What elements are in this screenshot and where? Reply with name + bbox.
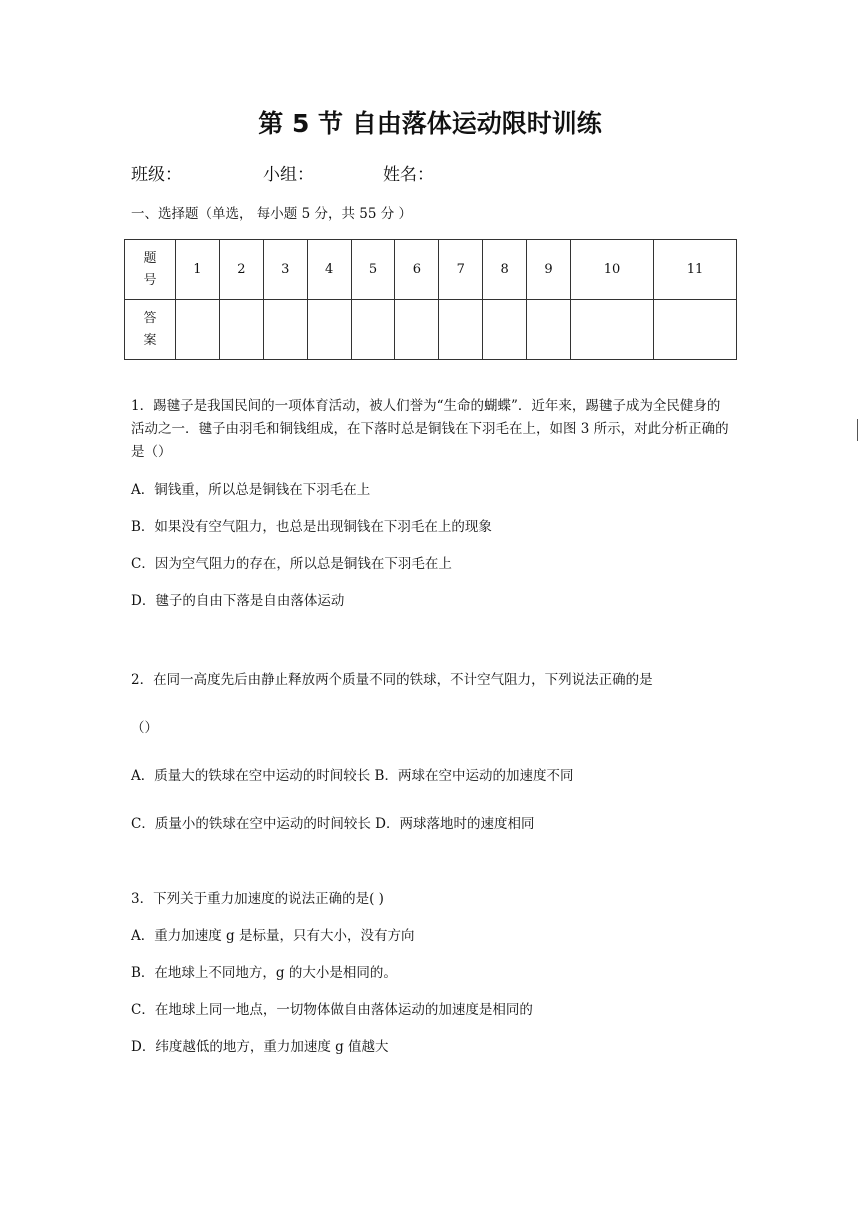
answer-cell[interactable]	[307, 300, 351, 360]
question-number-cell: 10	[571, 240, 654, 300]
page-title: 第 5 节 自由落体运动限时训练	[258, 109, 602, 138]
question-1-option-a: A．铜钱重，所以总是铜钱在下羽毛在上	[131, 482, 371, 498]
header-char: 答	[143, 310, 157, 326]
group-label: 小组：	[263, 165, 314, 185]
question-3-stem: 3．下列关于重力加速度的说法正确的是( )	[131, 891, 384, 907]
answer-cell[interactable]	[483, 300, 527, 360]
question-number-cell: 4	[307, 240, 351, 300]
question-3-option-b: B．在地球上不同地方，g 的大小是相同的。	[131, 965, 397, 981]
question-number-cell: 1	[176, 240, 220, 300]
question-3-option-c: C．在地球上同一地点，一切物体做自由落体运动的加速度是相同的	[131, 1002, 533, 1018]
answer-row	[125, 300, 737, 360]
answer-cell[interactable]	[527, 300, 571, 360]
answer-table	[124, 239, 737, 360]
question-2-options-cd: C．质量小的铁球在空中运动的时间较长 D．两球落地时的速度相同	[131, 816, 535, 832]
question-number-cell: 3	[263, 240, 307, 300]
question-3-option-d: D．纬度越低的地方，重力加速度 g 值越大	[131, 1039, 389, 1055]
question-number-row	[125, 240, 737, 300]
question-3-option-a: A．重力加速度 g 是标量，只有大小，没有方向	[131, 928, 415, 944]
question-number-cell: 7	[439, 240, 483, 300]
answer-cell[interactable]	[571, 300, 654, 360]
name-label: 姓名：	[383, 165, 434, 185]
answer-cell[interactable]	[351, 300, 395, 360]
answer-cell[interactable]	[395, 300, 439, 360]
question-number-cell: 8	[483, 240, 527, 300]
question-number-header	[125, 240, 176, 300]
question-number-cell: 11	[653, 240, 736, 300]
answer-cell[interactable]	[176, 300, 220, 360]
question-2-options-ab: A．质量大的铁球在空中运动的时间较长 B．两球在空中运动的加速度不同	[131, 768, 574, 784]
header-char: 号	[143, 272, 157, 288]
page-edge-mark	[857, 419, 858, 441]
question-number-cell: 9	[527, 240, 571, 300]
question-1-option-b: B．如果没有空气阻力，也总是出现铜钱在下羽毛在上的现象	[131, 519, 492, 535]
question-number-cell: 5	[351, 240, 395, 300]
answer-header	[125, 300, 176, 360]
question-number-cell: 6	[395, 240, 439, 300]
question-2-stem-cont: （）	[131, 720, 158, 736]
question-number-cell: 2	[219, 240, 263, 300]
answer-cell[interactable]	[439, 300, 483, 360]
header-char: 案	[143, 332, 157, 348]
answer-cell[interactable]	[219, 300, 263, 360]
class-label: 班级：	[131, 165, 182, 185]
question-2-stem: 2．在同一高度先后由静止释放两个质量不同的铁球，不计空气阻力，下列说法正确的是	[131, 672, 653, 688]
answer-cell[interactable]	[263, 300, 307, 360]
question-1-stem: 1．踢毽子是我国民间的一项体育活动，被人们誉为“生命的蝴蝶”．近年来，踢毽子成为全民健身的活动之一．毽子由羽毛和铜钱组成，在下落时总是铜钱在下羽毛在上，如图 3 所示，对此分析正确的是（）	[131, 398, 729, 460]
header-char: 题	[143, 250, 157, 266]
question-1-option-d: D．毽子的自由下落是自由落体运动	[131, 593, 345, 609]
question-1-option-c: C．因为空气阻力的存在，所以总是铜钱在下羽毛在上	[131, 556, 452, 572]
answer-cell[interactable]	[653, 300, 736, 360]
section-heading: 一、选择题（单选， 每小题 5 分，共 55 分 ）	[131, 206, 413, 222]
